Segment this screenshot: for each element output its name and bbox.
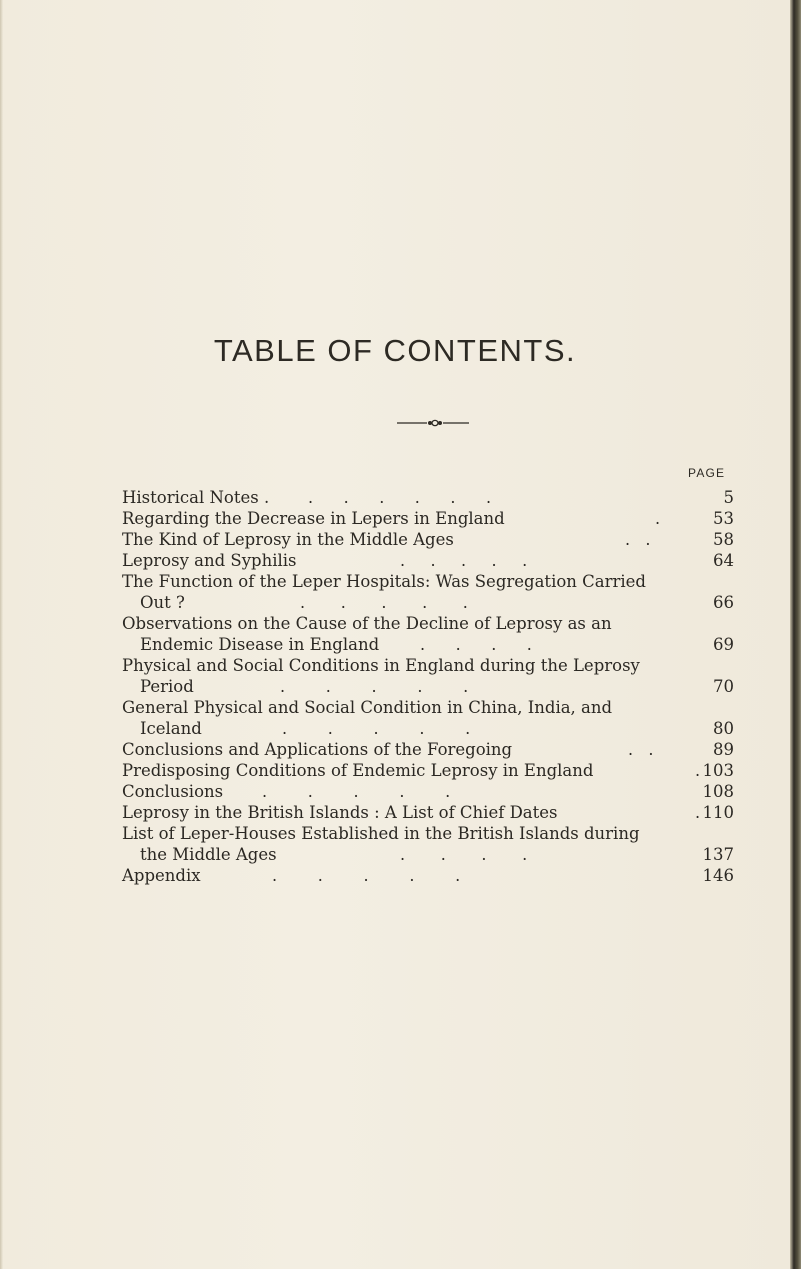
toc-page-number: 80 (713, 719, 734, 738)
toc-entry-title: Conclusions and Applications of the Foregoing (122, 740, 513, 759)
dot-leader: . . (625, 530, 651, 549)
toc-entry-title-continued: the Middle Ages (140, 845, 277, 864)
toc-entry-title: Physical and Social Conditions in England during the Leprosy (122, 656, 640, 675)
toc-page-number: 64 (713, 551, 734, 570)
dot-leader: . (655, 509, 661, 528)
toc-page-number: 137 (702, 845, 734, 864)
page-binding-edge (790, 0, 801, 1269)
dot-leader: . . . . (400, 845, 528, 864)
toc-page-number: 69 (713, 635, 734, 654)
toc-entry-title-continued: Out ? (140, 593, 185, 612)
toc-page-number: 66 (713, 593, 734, 612)
page-title: TABLE OF CONTENTS. (213, 333, 577, 368)
toc-entry-title: Conclusions (122, 782, 224, 801)
toc-entry-title: List of Leper-Houses Established in the British Islands during (122, 824, 640, 843)
dot-leader: . . . . (420, 635, 532, 654)
toc-entry-title: Observations on the Cause of the Decline of Leprosy as an (122, 614, 612, 633)
toc-entry-title: Historical Notes . (122, 488, 270, 507)
toc-entry-title: Leprosy in the British Islands : A List of Chief Dates (122, 803, 558, 822)
toc-entry-title: General Physical and Social Condition in China, India, and (122, 698, 613, 717)
toc-entry-title: Regarding the Decrease in Lepers in England (122, 509, 505, 528)
toc-page-number: 53 (713, 509, 734, 528)
dot-leader: . . . . . (400, 551, 528, 570)
page-column-label: PAGE (688, 466, 726, 480)
dot-leader: . . . . . (280, 677, 469, 696)
toc-page-number: 89 (713, 740, 734, 759)
dot-leader: . (695, 803, 701, 822)
toc-entry-title-continued: Iceland (140, 719, 202, 738)
toc-entry-title: Leprosy and Syphilis (122, 551, 297, 570)
dot-leader: . . . . . (272, 866, 461, 885)
dot-leader: . . . . . (300, 593, 468, 612)
toc-page-number: 103 (702, 761, 734, 780)
dot-leader: . . (628, 740, 654, 759)
toc-page-number: 58 (713, 530, 734, 549)
toc-page-number: 146 (702, 866, 734, 885)
dot-leader: . . . . . (282, 719, 471, 738)
toc-entry-title: The Function of the Leper Hospitals: Was Segregation Carried (122, 572, 646, 591)
dot-leader: . . . . . (262, 782, 451, 801)
toc-page-number: 70 (713, 677, 734, 696)
dot-leader: . . . . . . (308, 488, 492, 507)
toc-entry-title: Appendix (122, 866, 201, 885)
toc-page-number: 5 (723, 488, 734, 507)
toc-page-number: 108 (702, 782, 734, 801)
toc-page-number: 110 (702, 803, 734, 822)
toc-entry-title: The Kind of Leprosy in the Middle Ages (122, 530, 454, 549)
toc-entry-title: Predisposing Conditions of Endemic Leprosy in England (122, 761, 594, 780)
toc-entry-title-continued: Period (140, 677, 194, 696)
dot-leader: . (695, 761, 701, 780)
toc-entry-title-continued: Endemic Disease in England (140, 635, 380, 654)
